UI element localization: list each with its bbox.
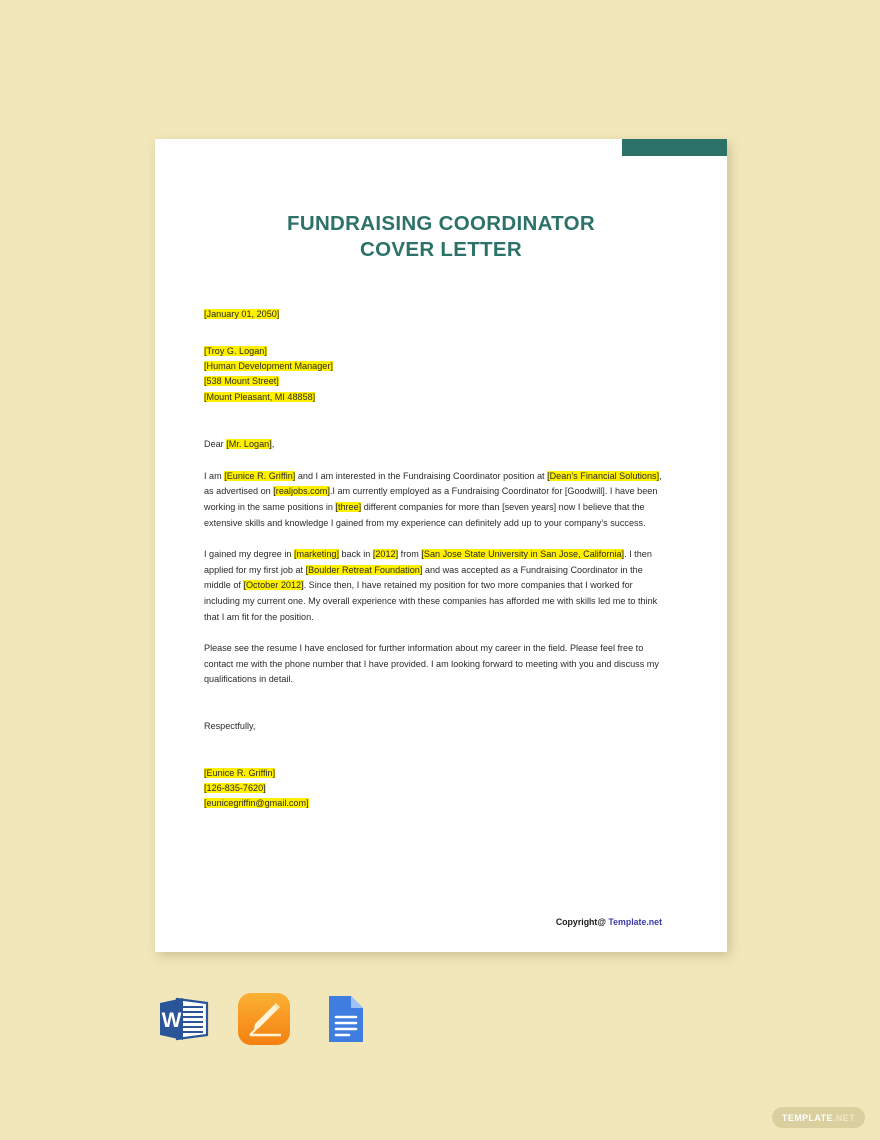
recipient-job-title: [Human Development Manager] bbox=[204, 361, 333, 371]
watermark-part-1: TEMPLATE bbox=[781, 1112, 833, 1123]
spacer bbox=[204, 735, 662, 766]
p1-s1: I am bbox=[204, 470, 225, 481]
spacer bbox=[204, 405, 662, 437]
recipient-city-state-zip: [Mount Pleasant, MI 48858] bbox=[204, 391, 316, 402]
p2-degree: [marketing] bbox=[293, 549, 339, 560]
signature-email-line bbox=[204, 796, 662, 811]
closing-line: Respectfully, bbox=[204, 720, 256, 731]
format-icons-row bbox=[155, 990, 395, 1048]
salutation-suffix: , bbox=[271, 439, 275, 450]
recipient-title-line bbox=[204, 359, 662, 374]
signature-name: [Eunice R. Griffin] bbox=[204, 767, 276, 778]
p1-company: [Dean’s Financial Solutions] bbox=[547, 470, 660, 481]
spacer bbox=[204, 531, 662, 547]
paragraph-2 bbox=[204, 547, 662, 625]
p2-s3: from bbox=[398, 549, 422, 560]
recipient-name-line bbox=[204, 344, 662, 359]
google-docs-icon[interactable] bbox=[315, 990, 373, 1048]
template-net-link[interactable]: Template.net bbox=[608, 917, 662, 927]
p2-s6: . Since then, I have retained my position for two more companies that I worked for including my current one. My overall experience with these companies has afforded me with skills led me to think that I am fit for the position. bbox=[204, 580, 658, 622]
p2-first-employer: [Boulder Retreat Foundation] bbox=[305, 564, 423, 575]
copyright-footer bbox=[155, 917, 662, 927]
p1-applicant-name: [Eunice R. Griffin] bbox=[224, 470, 296, 481]
spacer bbox=[204, 453, 662, 469]
paragraph-1 bbox=[204, 469, 662, 531]
p1-s5: different companies for more than [seven years] now I believe that the extensive skills and knowledge I gained from my experience can definitely add up to your company’s success. bbox=[204, 502, 646, 528]
salutation-prefix: Dear bbox=[204, 439, 227, 450]
signature-email: [eunicegriffin@gmail.com] bbox=[204, 798, 309, 809]
spacer bbox=[204, 625, 662, 641]
letter-body bbox=[204, 307, 662, 812]
apple-pages-icon[interactable] bbox=[235, 990, 293, 1048]
p2-s2: back in bbox=[338, 549, 373, 560]
recipient-name: [Troy G. Logan] bbox=[204, 345, 267, 356]
microsoft-word-icon[interactable] bbox=[155, 990, 213, 1048]
signature-phone: [126-835-7620] bbox=[204, 782, 266, 793]
p2-degree-year: [2012] bbox=[372, 549, 399, 560]
title-line-1: FUNDRAISING COORDINATOR bbox=[287, 212, 595, 235]
spacer bbox=[204, 323, 662, 344]
date-value: [January 01, 2050] bbox=[204, 309, 280, 319]
p1-s2: and I am interested in the Fundraising Coordinator position at bbox=[295, 470, 548, 481]
letter-date bbox=[204, 307, 662, 323]
recipient-address bbox=[204, 344, 662, 406]
signature-name-line bbox=[204, 766, 662, 781]
p2-s1: I gained my degree in bbox=[204, 549, 294, 560]
p2-university: [San Jose State University in San Jose, California] bbox=[421, 549, 625, 560]
p2-s5: and was accepted as a Fundraising Coordinator in the middle of bbox=[204, 564, 643, 591]
spacer bbox=[204, 688, 662, 719]
p2-start-date: [October 2012] bbox=[243, 580, 304, 591]
p1-s3: , as advertised on bbox=[204, 470, 662, 497]
p1-company-count: [three] bbox=[335, 502, 362, 512]
title-line-2: COVER LETTER bbox=[360, 238, 522, 261]
document-page bbox=[155, 139, 727, 952]
p1-s4: .I am currently employed as a Fundraising Coordinator for [Goodwill]. I have been working in the same positions in bbox=[204, 486, 658, 512]
copyright-prefix: Copyright@ bbox=[555, 917, 609, 927]
watermark-part-2: .NET bbox=[832, 1112, 856, 1123]
paragraph-3: Please see the resume I have enclosed for further information about my career in the field. Please feel free to contact me with the phone number that I have provided. I am looking forward to meeting with you and discuss my qualifications in detail. bbox=[204, 643, 659, 685]
teal-accent-bar bbox=[622, 139, 727, 156]
salutation-name: [Mr. Logan] bbox=[226, 439, 272, 450]
recipient-street: [538 Mount Street] bbox=[204, 376, 279, 387]
signature-phone-line bbox=[204, 781, 662, 796]
signature-block bbox=[204, 766, 662, 812]
page-title bbox=[155, 211, 727, 263]
recipient-city-line bbox=[204, 390, 662, 405]
svg-text:W: W bbox=[161, 1009, 182, 1032]
salutation bbox=[204, 437, 662, 453]
p1-job-board: [realjobs.com] bbox=[273, 486, 330, 497]
p2-s4: . I then applied for my first job at bbox=[204, 549, 652, 575]
template-net-watermark bbox=[772, 1107, 865, 1128]
recipient-street-line bbox=[204, 374, 662, 389]
